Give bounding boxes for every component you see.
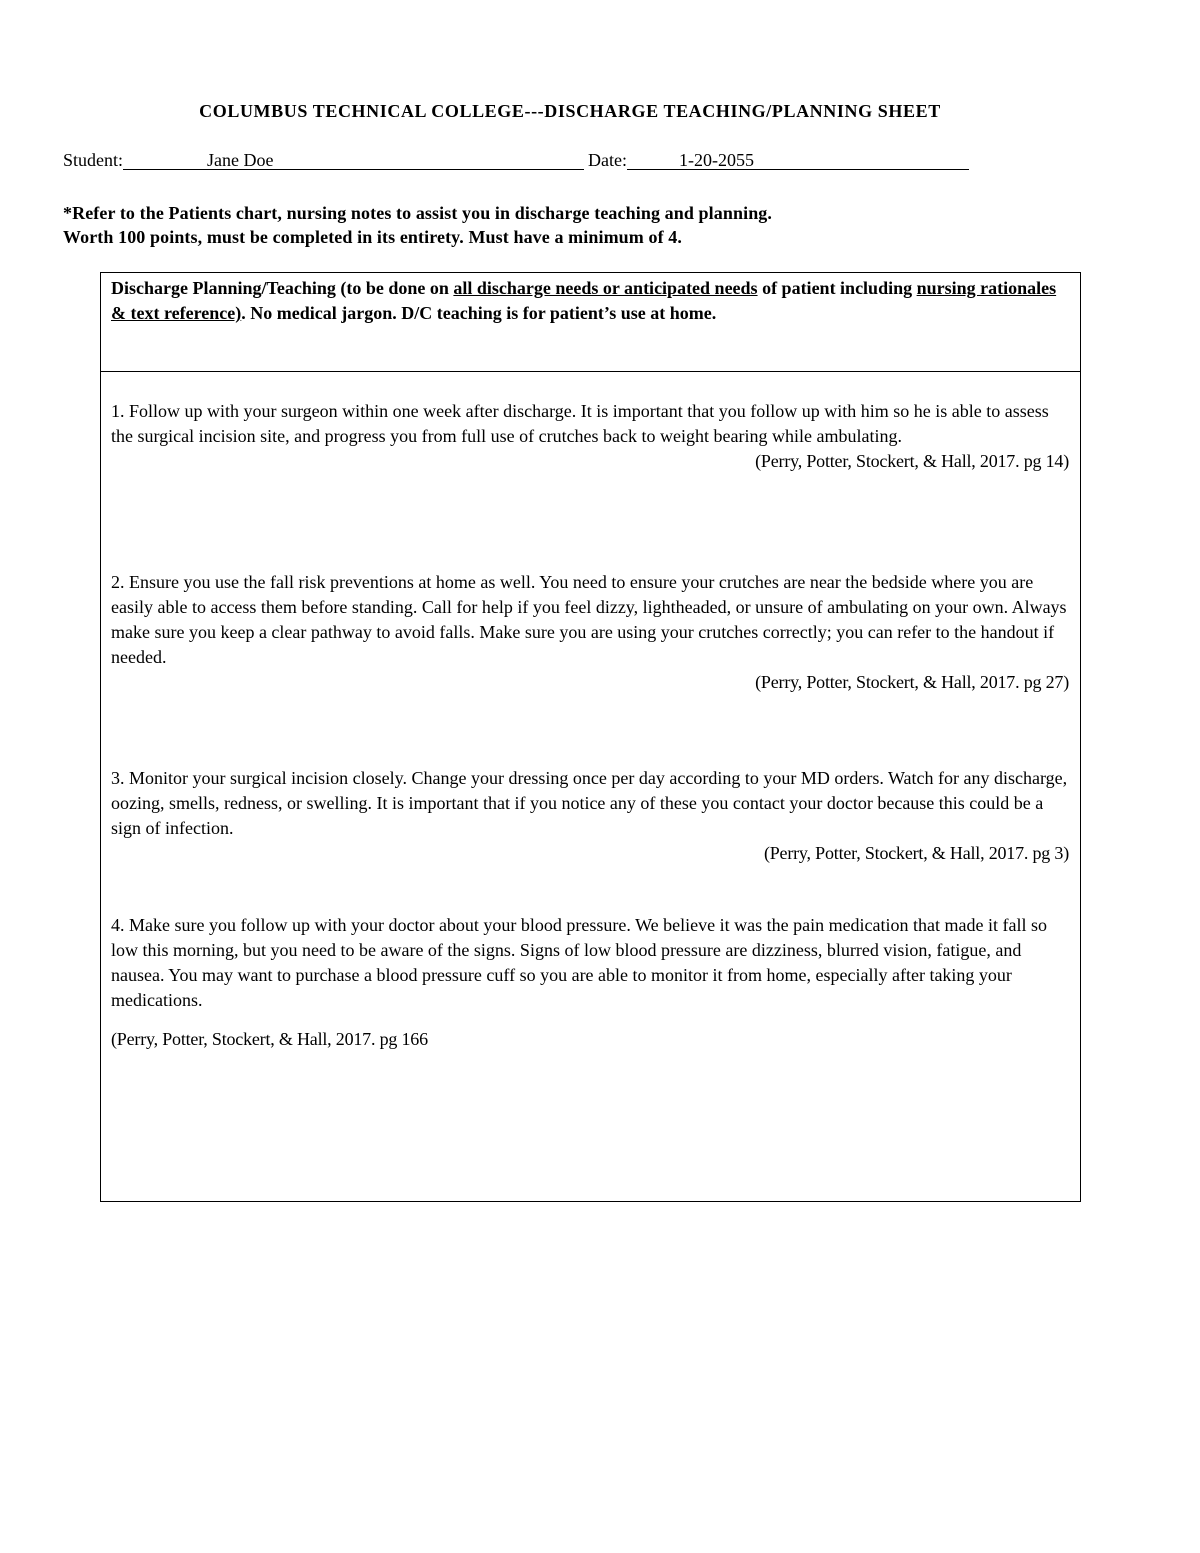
teaching-entry-1: [111, 399, 1069, 474]
date-field: [627, 151, 969, 170]
entry-reference: (Perry, Potter, Stockert, & Hall, 2017. pg 3): [763, 843, 1069, 863]
student-name: Jane Doe: [207, 150, 274, 170]
teaching-entry-3: [111, 766, 1069, 866]
box-header-underline-1: all discharge needs or anticipated needs: [453, 278, 758, 298]
instruction-line-2: Worth 100 points, must be completed in its entirety. Must have a minimum of 4.: [63, 227, 682, 247]
entry-reference: (Perry, Potter, Stockert, & Hall, 2017. pg 27): [755, 672, 1069, 692]
entry-text: 1. Follow up with your surgeon within one week after discharge. It is important that you follow up with him so he is able to assess the surgical incision site, and progress you from full use of crutches back to weight bearing while ambulating.: [111, 401, 1049, 446]
student-label: Student:: [63, 150, 124, 170]
box-header-text-2: of patient including: [757, 278, 917, 298]
entry-text: 2. Ensure you use the fall risk preventions at home as well. You need to ensure your crutches are near the bedside where you are easily able to access them before standing. Call for help if you feel dizzy, lightheaded, or unsure of ambulating on your own. Always make sure you keep a clear pathway to avoid falls. Make sure you are using your crutches correctly; you can refer to the handout if needed.: [111, 572, 1067, 667]
student-name-field: [123, 151, 583, 170]
entry-text: 4. Make sure you follow up with your doctor about your blood pressure. We believe it was the pain medication that made it fall so low this morning, but you need to be aware of the signs. Signs of low blood pressure are dizziness, blurred vision, fatigue, and nausea. You may want to purchase a blood pressure cuff so you are able to monitor it from home, especially after taking your medications.: [111, 915, 1047, 1010]
date-value: 1-20-2055: [678, 150, 754, 170]
entry-text: 3. Monitor your surgical incision closely. Change your dressing once per day according to your MD orders. Watch for any discharge, oozing, smells, redness, or swelling. It is important that if you notice any of these you contact your doctor because this could be a sign of infection.: [111, 768, 1068, 838]
instruction-line-1: *Refer to the Patients chart, nursing notes to assist you in discharge teaching and planning.: [63, 203, 773, 223]
date-label: Date:: [588, 150, 627, 170]
entry-reference: (Perry, Potter, Stockert, & Hall, 2017. pg 166: [111, 1029, 428, 1049]
teaching-entry-4: [111, 913, 1069, 1052]
document-title: COLUMBUS TECHNICAL COLLEGE---DISCHARGE TEACHING/PLANNING SHEET: [199, 101, 941, 121]
instructions: [63, 201, 772, 249]
teaching-entry-2: [111, 570, 1069, 695]
entry-reference: (Perry, Potter, Stockert, & Hall, 2017. pg 14): [755, 451, 1069, 471]
box-header-text-1: Discharge Planning/Teaching (to be done on: [111, 278, 454, 298]
discharge-planning-box: [100, 272, 1081, 1202]
box-header: [101, 273, 1080, 372]
student-date-line: [63, 150, 969, 171]
box-header-text-3: . No medical jargon. D/C teaching is for patient’s use at home.: [241, 303, 717, 323]
box-header-underline-2: nursing rationales & text reference): [111, 278, 1057, 323]
